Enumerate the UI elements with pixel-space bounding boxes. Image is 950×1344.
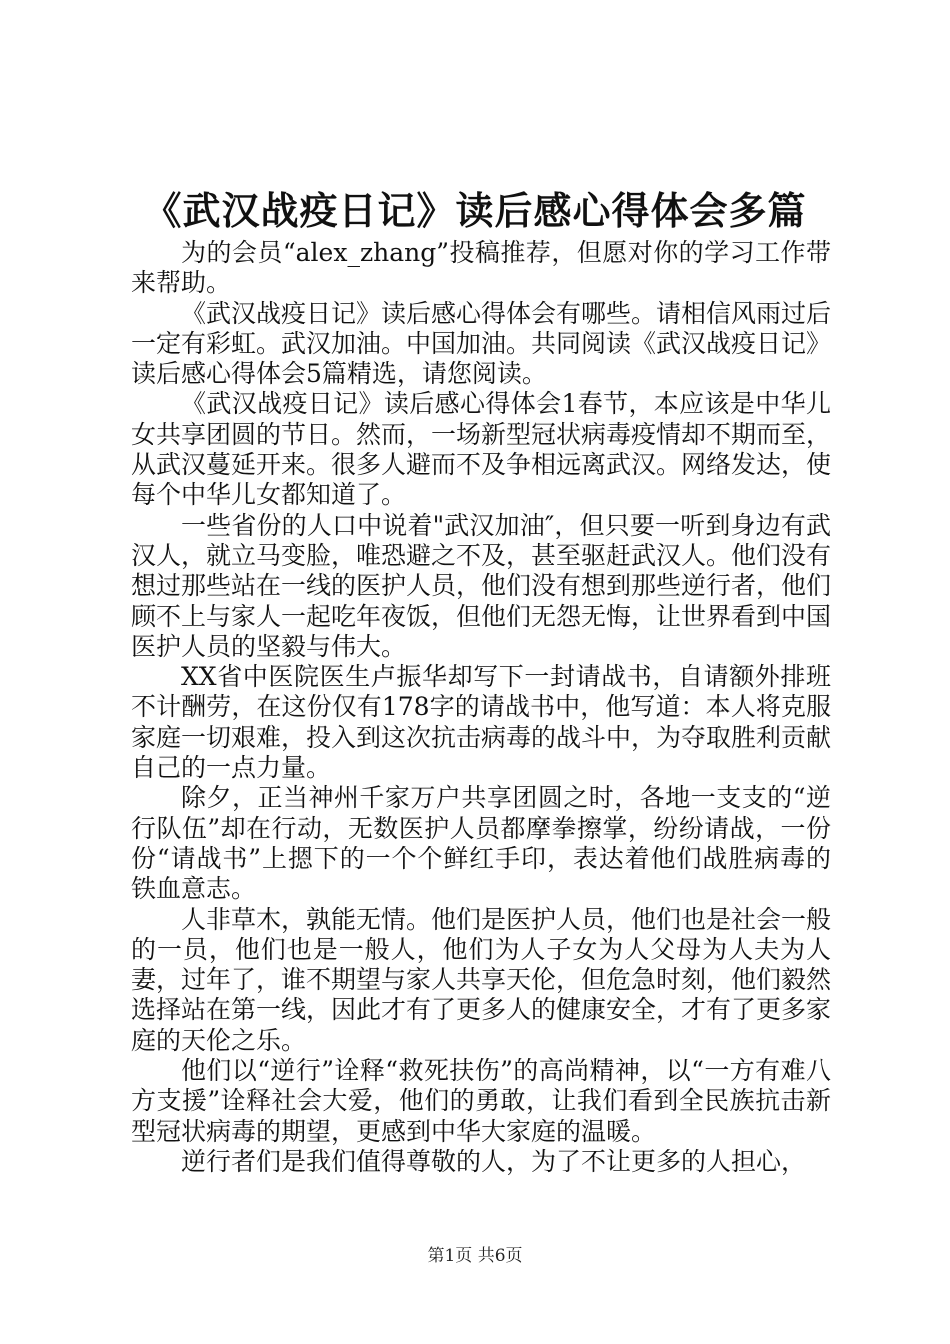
paragraph: 《武汉战疫日记》读后感心得体会1春节，本应该是中华儿女共享团圆的节日。然而，一场新型冠状病毒疫情却不期而至，从武汉蔓延开来。很多人避而不及争相远离武汉。网络发达，使每个中华儿女都知道了。 <box>131 389 832 510</box>
paragraph: 他们以“逆行”诠释“救死扶伤”的高尚精神，以“一方有难八方支援”诠释社会大爱，他们的勇敢，让我们看到全民族抗击新型冠状病毒的期望，更感到中华大家庭的温暖。 <box>131 1056 831 1146</box>
document-title: 《武汉战疫日记》读后感心得体会多篇 <box>143 189 807 233</box>
paragraph: 《武汉战疫日记》读后感心得体会有哪些。请相信风雨过后一定有彩虹。武汉加油。中国加油。共同阅读《武汉战疫日记》读后感心得体会5篇精选，请您阅读。 <box>131 298 832 389</box>
paragraph: 逆行者们是我们值得尊敬的人，为了不让更多的人担心， <box>181 1146 807 1176</box>
page-number-footer: 第1页 共6页 <box>427 1246 523 1266</box>
paragraph: 除夕，正当神州千家万户共享团圆之时，各地一支支的“逆行队伍”却在行动，无数医护人员都摩拳擦掌，纷纷请战，一份份“请战书”上摁下的一个个鲜红手印，表达着他们战胜病毒的铁血意志。 <box>131 783 831 904</box>
paragraph: XX省中医院医生卢振华却写下一封请战书，自请额外排班不计酬劳，在这份仅有178字的请战书中，他写道：本人将克服家庭一切艰难，投入到这次抗击病毒的战斗中，为夺取胜利贡献自己的一点力量。 <box>131 662 832 783</box>
document-body <box>131 238 831 1177</box>
paragraph: 人非草木，孰能无情。他们是医护人员，他们也是社会一般的一员，他们也是一般人，他们为人子女为人父母为人夫为人妻，过年了，谁不期望与家人共享天伦，但危急时刻，他们毅然选择站在第一线，因此才有了更多人的健康安全，才有了更多家庭的天伦之乐。 <box>131 904 832 1055</box>
paragraph: 为的会员“alex_zhang”投稿推荐，但愿对你的学习工作带来帮助。 <box>131 238 831 298</box>
paragraph: 一些省份的人口中说着"武汉加油″，但只要一听到身边有武汉人，就立马变脸，唯恐避之不及，甚至驱赶武汉人。他们没有想过那些站在一线的医护人员，他们没有想到那些逆行者，他们顾不上与家人一起吃年夜饭，但他们无怨无悔，让世界看到中国医护人员的坚毅与伟大。 <box>131 510 832 661</box>
